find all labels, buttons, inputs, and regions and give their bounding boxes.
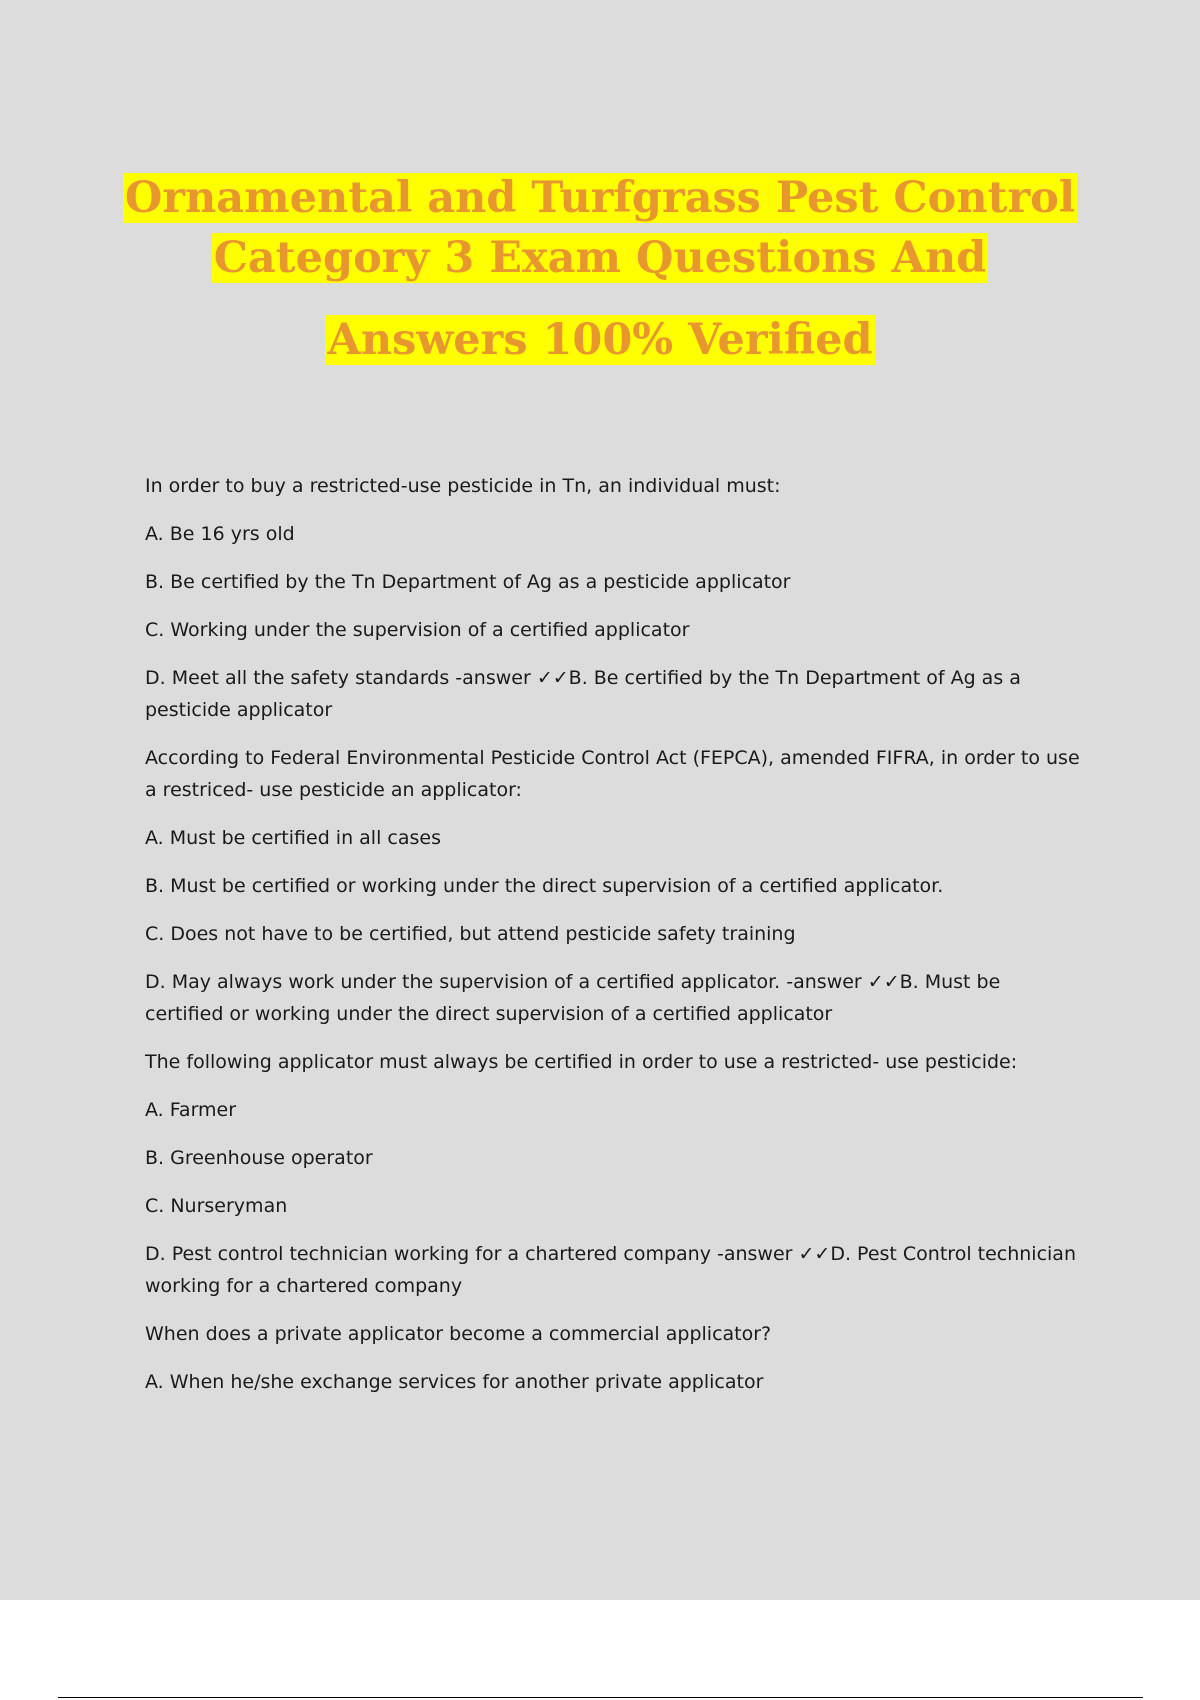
answer-option: B. Must be certified or working under the direct supervision of a certified applicator. <box>145 875 944 897</box>
answer-option: C. Nurseryman <box>145 1195 288 1217</box>
answer-option: C. Does not have to be certified, but attend pesticide safety training <box>145 923 796 945</box>
answer-option: B. Be certified by the Tn Department of Ag as a pesticide applicator <box>145 571 791 593</box>
answer-option: A. When he/she exchange services for another private applicator <box>145 1371 764 1393</box>
title-line-3: Answers 100% Verified <box>327 315 873 365</box>
question-text: In order to buy a restricted-use pesticide in Tn, an individual must: <box>145 475 781 497</box>
question-list <box>145 470 1080 1414</box>
question-text: The following applicator must always be certified in order to use a restricted- use pesticide: <box>145 1051 1018 1073</box>
footer-divider <box>58 1697 1143 1698</box>
answer-option: A. Must be certified in all cases <box>145 827 441 849</box>
answer-option: C. Working under the supervision of a certified applicator <box>145 619 690 641</box>
title-line-1: Ornamental and Turfgrass Pest Control <box>124 173 1076 223</box>
answer-option: A. Be 16 yrs old <box>145 523 295 545</box>
answer-option-with-key: D. Meet all the safety standards -answer ✓✓B. Be certified by the Tn Department of Ag as a pesticide applicator <box>145 667 1021 721</box>
document-title <box>0 170 1200 370</box>
answer-option: B. Greenhouse operator <box>145 1147 373 1169</box>
title-line-2: Category 3 Exam Questions And <box>213 233 987 283</box>
answer-option-with-key: D. May always work under the supervision of a certified applicator. -answer ✓✓B. Must be certified or working under the direct supervision of a certified applicator <box>145 971 1001 1025</box>
answer-option: A. Farmer <box>145 1099 237 1121</box>
question-text: When does a private applicator become a commercial applicator? <box>145 1323 772 1345</box>
question-text: According to Federal Environmental Pesticide Control Act (FEPCA), amended FIFRA, in order to use a restriced- use pesticide an applicator: <box>145 747 1080 801</box>
answer-option-with-key: D. Pest control technician working for a chartered company -answer ✓✓D. Pest Control technician working for a chartered company <box>145 1243 1076 1297</box>
